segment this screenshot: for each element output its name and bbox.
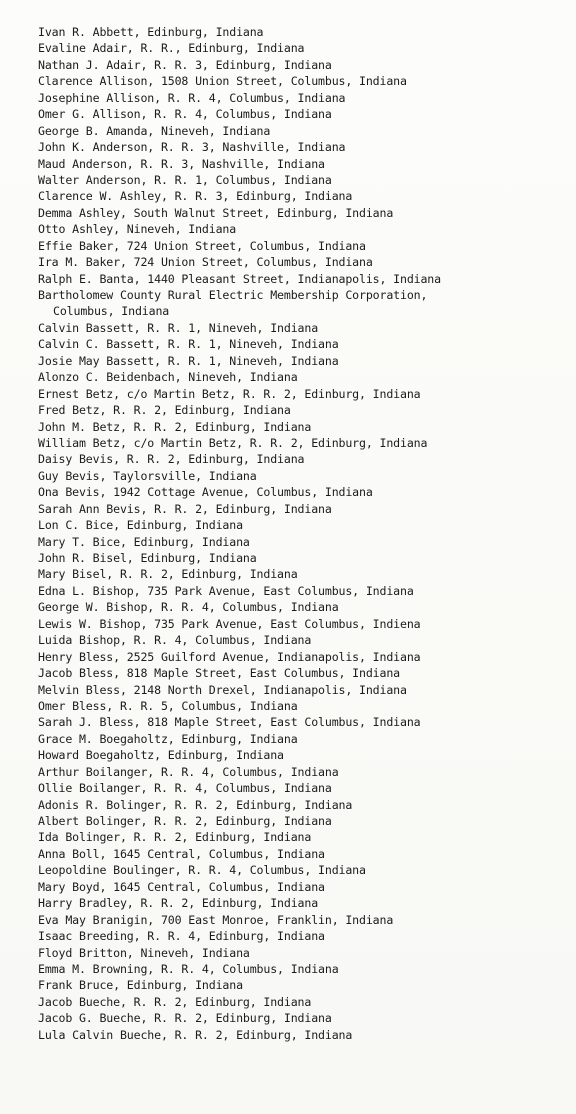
list-item: Jacob Bless, 818 Maple Street, East Columbus, Indiana <box>38 666 400 681</box>
list-item: Howard Boegaholtz, Edinburg, Indiana <box>38 748 284 763</box>
list-item: Albert Bolinger, R. R. 2, Edinburg, Indiana <box>38 814 332 828</box>
list-item: Ira M. Baker, 724 Union Street, Columbus, Indiana <box>38 255 373 270</box>
list-item: Eva May Branigin, 700 East Monroe, Franklin, Indiana <box>38 912 394 927</box>
list-item: Clarence Allison, 1508 Union Street, Columbus, Indiana <box>38 74 407 89</box>
list-item: Walter Anderson, R. R. 1, Columbus, Indiana <box>38 172 332 187</box>
list-item: Mary T. Bice, Edinburg, Indiana <box>38 534 250 549</box>
list-item: William Betz, c/o Martin Betz, R. R. 2, Edinburg, Indiana <box>38 435 428 450</box>
list-item: Demma Ashley, South Walnut Street, Edinburg, Indiana <box>38 205 394 220</box>
list-item: Bartholomew County Rural Electric Membership Corporation, <box>38 288 428 302</box>
list-item: Luida Bishop, R. R. 4, Columbus, Indiana <box>38 633 312 648</box>
list-item: Maud Anderson, R. R. 3, Nashville, Indiana <box>38 156 325 171</box>
list-item: Alonzo C. Beidenbach, Nineveh, Indiana <box>38 370 298 385</box>
list-item: Henry Bless, 2525 Guilford Avenue, Indianapolis, Indiana <box>38 649 421 664</box>
list-item: Sarah J. Bless, 818 Maple Street, East Columbus, Indiana <box>38 715 421 730</box>
list-item: Effie Baker, 724 Union Street, Columbus, Indiana <box>38 238 366 253</box>
list-item: Adonis R. Bolinger, R. R. 2, Edinburg, Indiana <box>38 797 353 812</box>
list-item: Jacob G. Bueche, R. R. 2, Edinburg, Indiana <box>38 1011 332 1026</box>
list-item: Evaline Adair, R. R., Edinburg, Indiana <box>38 41 305 56</box>
list-item: Melvin Bless, 2148 North Drexel, Indianapolis, Indiana <box>38 682 407 697</box>
list-item: Harry Bradley, R. R. 2, Edinburg, Indiana <box>38 896 319 911</box>
list-item: Ona Bevis, 1942 Cottage Avenue, Columbus, Indiana <box>38 485 373 500</box>
list-item: Floyd Britton, Nineveh, Indiana <box>38 945 250 960</box>
list-item: Lula Calvin Bueche, R. R. 2, Edinburg, Indiana <box>38 1027 353 1042</box>
list-item: Edna L. Bishop, 735 Park Avenue, East Columbus, Indiana <box>38 583 414 598</box>
list-item: Sarah Ann Bevis, R. R. 2, Edinburg, Indiana <box>38 501 332 516</box>
list-item: Arthur Boilanger, R. R. 4, Columbus, Indiana <box>38 764 339 779</box>
list-item: Mary Bisel, R. R. 2, Edinburg, Indiana <box>38 567 298 582</box>
list-item: Ollie Boilanger, R. R. 4, Columbus, Indiana <box>38 781 332 796</box>
list-item: George W. Bishop, R. R. 4, Columbus, Indiana <box>38 600 339 615</box>
list-item: Omer G. Allison, R. R. 4, Columbus, Indiana <box>38 107 332 122</box>
list-item: Lewis W. Bishop, 735 Park Avenue, East Columbus, Indiena <box>38 616 421 631</box>
list-item: Otto Ashley, Nineveh, Indiana <box>38 222 237 237</box>
list-item: John K. Anderson, R. R. 3, Nashville, Indiana <box>38 140 346 155</box>
list-item: Guy Bevis, Taylorsville, Indiana <box>38 468 257 483</box>
list-item: Calvin Bassett, R. R. 1, Nineveh, Indiana <box>38 320 319 335</box>
list-item: Josie May Bassett, R. R. 1, Nineveh, Indiana <box>38 353 339 368</box>
list-item: Ida Bolinger, R. R. 2, Edinburg, Indiana <box>38 830 312 845</box>
list-item: Josephine Allison, R. R. 4, Columbus, Indiana <box>38 90 346 105</box>
list-item: Nathan J. Adair, R. R. 3, Edinburg, Indiana <box>38 57 332 72</box>
list-item-continuation: Columbus, Indiana <box>53 304 170 319</box>
list-item: Frank Bruce, Edinburg, Indiana <box>38 978 243 993</box>
list-item: Jacob Bueche, R. R. 2, Edinburg, Indiana <box>38 994 312 1009</box>
list-item: Calvin C. Bassett, R. R. 1, Nineveh, Indiana <box>38 337 339 352</box>
list-item: Ivan R. Abbett, Edinburg, Indiana <box>38 25 264 39</box>
list-item: Anna Boll, 1645 Central, Columbus, Indiana <box>38 846 325 861</box>
list-item: Daisy Bevis, R. R. 2, Edinburg, Indiana <box>38 452 305 467</box>
list-item: Emma M. Browning, R. R. 4, Columbus, Indiana <box>38 961 339 976</box>
list-item: Leopoldine Boulinger, R. R. 4, Columbus, Indiana <box>38 863 366 878</box>
list-item: Fred Betz, R. R. 2, Edinburg, Indiana <box>38 403 291 418</box>
list-item: John M. Betz, R. R. 2, Edinburg, Indiana <box>38 419 312 434</box>
name-address-list <box>38 24 568 1043</box>
list-item: Ernest Betz, c/o Martin Betz, R. R. 2, Edinburg, Indiana <box>38 386 421 401</box>
list-item: Grace M. Boegaholtz, Edinburg, Indiana <box>38 731 298 746</box>
list-item: George B. Amanda, Nineveh, Indiana <box>38 123 271 138</box>
list-item: John R. Bisel, Edinburg, Indiana <box>38 551 257 565</box>
list-item: Omer Bless, R. R. 5, Columbus, Indiana <box>38 698 298 713</box>
list-item: Mary Boyd, 1645 Central, Columbus, Indiana <box>38 879 325 894</box>
list-item: Clarence W. Ashley, R. R. 3, Edinburg, Indiana <box>38 189 353 204</box>
list-item: Isaac Breeding, R. R. 4, Edinburg, Indiana <box>38 929 325 944</box>
list-item: Ralph E. Banta, 1440 Pleasant Street, Indianapolis, Indiana <box>38 271 441 286</box>
list-item: Lon C. Bice, Edinburg, Indiana <box>38 518 243 533</box>
